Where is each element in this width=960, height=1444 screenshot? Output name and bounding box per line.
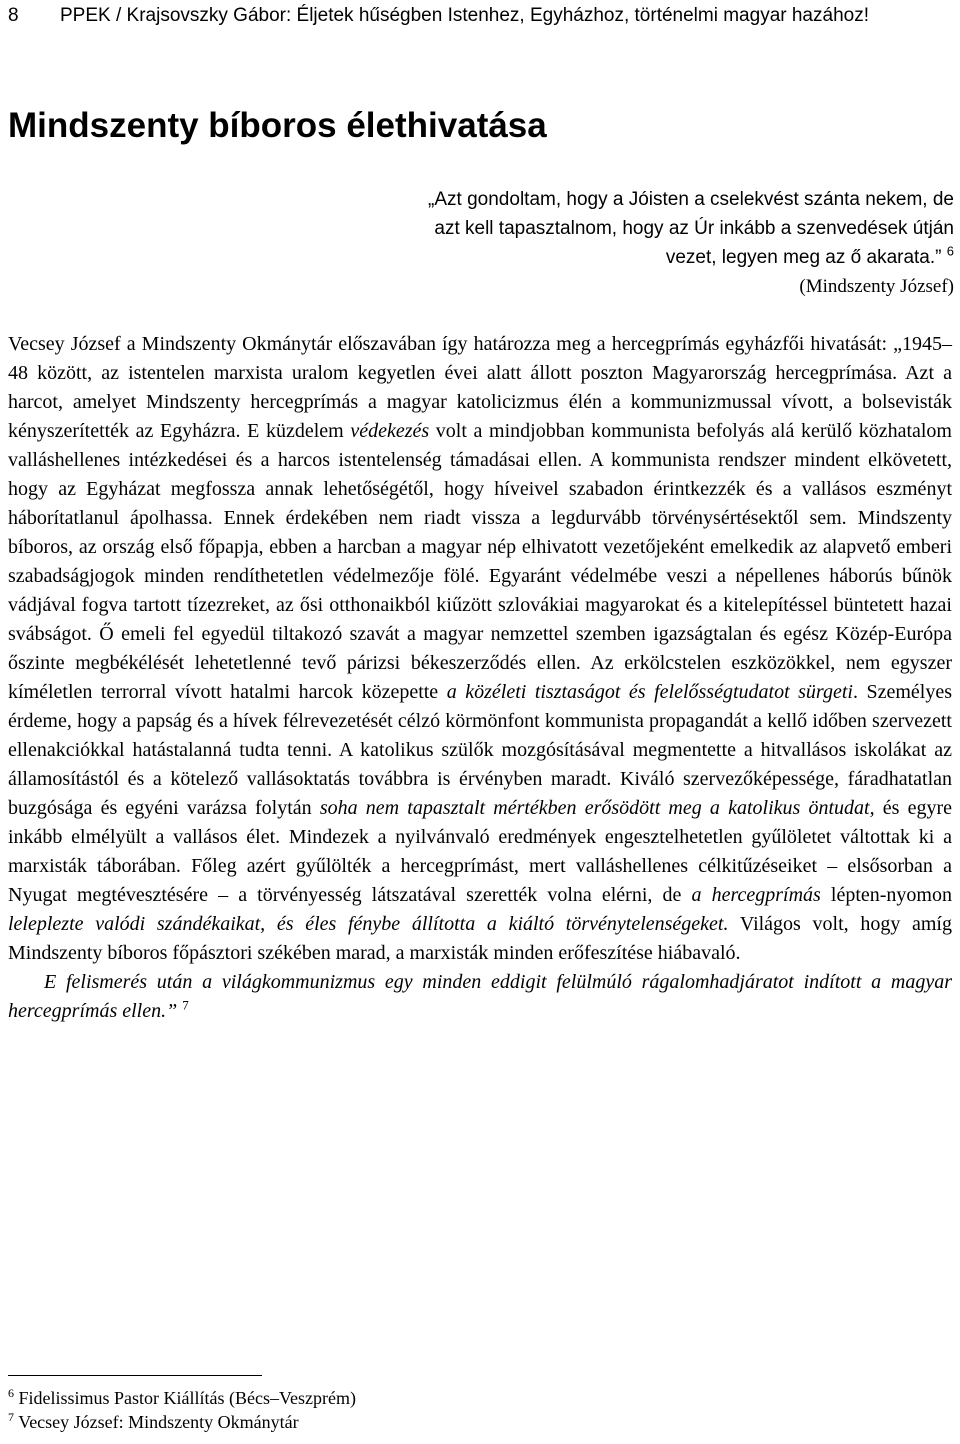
italic-run: a hercegprímás	[691, 884, 821, 906]
text-run: volt a mindjobban kommunista befolyás alá kerülő közhatalom valláshellenes intézkedései és a harcos istentelenség támadásai ellen. A kommunista rendszer mindent elkövetett, hogy az Egyházat megfossza annak lehetőségétől, hogy híveivel szabadon érintkezzék és a vallásos eszményt háborítatlanul ápolhassa. Ennek érdekében nem riadt vissza a legdurvább törvénysértésektől sem. Mindszenty bíboros, az ország első főpapja, ebben a harcban a magyar nép elhivatott vezetőjeként emelkedik az alapvető emberi szabadságjogok minden rendíthetetlen védelmezője fölé. Egyaránt védelmébe veszi a népellenes háborús bűnök vádjával fogva tartott tízezreket, az ősi otthonaikból kiűzött szlovákiai magyarokat és a kitelepítéssel büntetett hazai svábságot. Ő emeli fel egyedül tiltakozó szavát a magyar nemzettel szemben igazságtalan és egész Közép-Európa őszinte megbékélését lehetetlenné tevő párizsi békeszerződés ellen. Az erkölcstelen eszközökkel, nem egyszer kíméletlen terrorral vívott hatalmi harcok közepette	[8, 420, 952, 703]
footnote-ref-6[interactable]: 6	[946, 243, 954, 259]
italic-run: védekezés	[350, 420, 430, 442]
footnote-divider	[8, 1375, 262, 1376]
footnotes	[8, 1386, 908, 1434]
epigraph	[294, 185, 954, 301]
body-text	[8, 330, 952, 1026]
epigraph-line: vezet, legyen meg az ő akarata.”	[665, 247, 942, 268]
footnote-text: Vecsey József: Mindszenty Okmánytár	[18, 1412, 299, 1432]
running-title: PPEK / Krajsovszky Gábor: Éljetek hűségben Istenhez, Egyházhoz, történelmi magyar hazához!	[60, 5, 869, 26]
paragraph-2	[8, 968, 952, 1026]
chapter-title: Mindszenty bíboros élethivatása	[8, 106, 547, 145]
italic-run: E felismerés után a világkommunizmus egy minden eddigit felülmúló rágalomhadjáratot indított a magyar hercegprímás ellen.”	[8, 971, 952, 1022]
text-run: Világos volt, hogy amíg Mindszenty bíboros főpásztori székében marad, a marxisták minden erőfeszítése hiábavaló.	[8, 913, 952, 964]
epigraph-attribution: (Mindszenty József)	[799, 276, 954, 297]
text-run: lépten-nyomon	[820, 884, 952, 906]
epigraph-line: azt kell tapasztalnom, hogy az Úr inkább a szenvedések útján	[434, 218, 954, 239]
epigraph-line: „Azt gondoltam, hogy a Jóisten a cselekvést szánta nekem, de	[428, 189, 954, 210]
italic-run: a közéleti tisztaságot és felelősségtudatot sürgeti	[446, 681, 853, 703]
footnote-6	[8, 1386, 908, 1410]
footnote-number: 7	[8, 1410, 14, 1424]
footnote-number: 6	[8, 1386, 14, 1400]
paragraph-1	[8, 330, 952, 968]
footnote-ref-7[interactable]: 7	[182, 997, 189, 1013]
text-run: és egyre inkább elmélyült a vallásos élet. Mindezek a nyilvánvaló eredmények engesztelhetetlen gyűlöletet váltottak ki a marxisták táborában. Főleg azért gyűlölték a hercegprímást, mert valláshellenes célkitűzéseiket – elsősorban a Nyugat megtévesztésére – a törvényesség látszatával szerették volna elérni, de	[8, 797, 953, 906]
page-number: 8	[8, 5, 19, 26]
footnote-7	[8, 1410, 908, 1434]
italic-run: soha nem tapasztalt mértékben erősödött meg a katolikus öntudat,	[319, 797, 875, 819]
running-header	[8, 4, 958, 28]
footnote-text: Fidelissimus Pastor Kiállítás (Bécs–Veszprém)	[18, 1388, 356, 1408]
text-run: Vecsey József a Mindszenty Okmánytár előszavában így határozza meg a hercegprímás egyházfői hivatását: „1945–48 között, az istentelen marxista uralom kegyetlen évei alatt állott poszton Magyarország hercegprímása. Azt a harcot, amelyet Mindszenty hercegprímás a magyar katolicizmus élén a kommunizmussal vívott, a bolsevisták kényszerítették az Egyházra. E küzdelem	[8, 333, 952, 442]
italic-run: leleplezte valódi szándékaikat, és éles fénybe állította a kiáltó törvénytelenségeket.	[8, 913, 729, 935]
text-run: . Személyes érdeme, hogy a papság és a hívek félrevezetését célzó körmönfont kommunista propagandát a kellő időben szervezett ellenakciókkal hatástalanná tudta tenni. A katolikus szülők mozgósításával megmentette a hitvallásos iskolákat az államosítástól és a kötelező vallásoktatás továbbra is érvényben maradt. Kiváló szervezőképessége, fáradhatatlan buzgósága és egyéni varázsa folytán	[8, 681, 952, 819]
